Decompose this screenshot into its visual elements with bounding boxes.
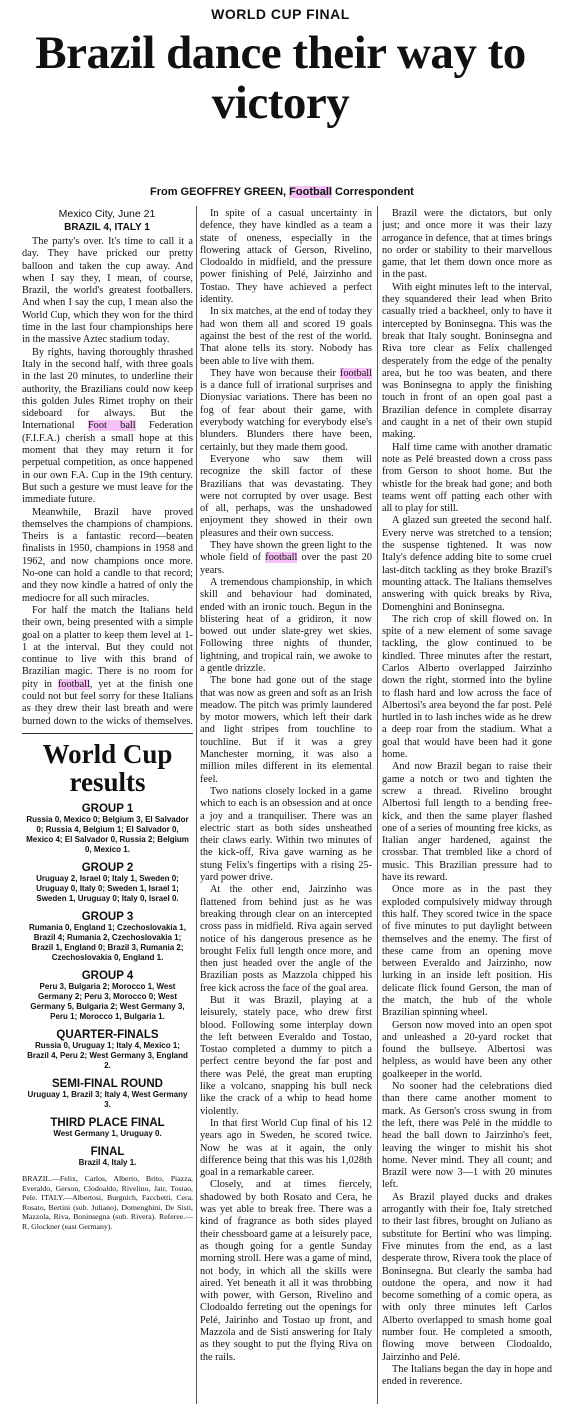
results-title: World Cup results [42, 739, 173, 797]
paragraph-text: over the past 20 years. [200, 552, 372, 576]
results-group-heading: GROUP 1 [81, 803, 134, 815]
paragraph-text: But it was Brazil, playing at a leisurely, stately pace, who drew first blood. Following some interplay down the left between Everaldo and Tostao, Tostao completed a dummy to pitch a perfect centre beyond the far post and there was Pelé, the great man erupting like a volcano, snapping his bull neck like the crack of a whip to head home violently. [200, 995, 372, 1117]
article-paragraph [200, 884, 372, 995]
results-group-scores: Russia 0, Uruguay 1; Italy 4, Mexico 1; Brazil 4, Peru 2; West Germany 3, England 2. [27, 1041, 188, 1070]
results-groups [22, 803, 193, 1168]
article-paragraph [200, 368, 372, 454]
results-group-heading: THIRD PLACE FINAL [50, 1117, 165, 1129]
byline [150, 186, 530, 198]
search-highlight: football [265, 552, 298, 564]
paragraph-text: In that first World Cup final of his 12 years ago in Sweden, he scored twice. Now he was at it again, the only difference being that this was his 1,028th goal in a remarkable career. [200, 1117, 372, 1179]
paragraph-text: Meanwhile, Brazil have proved themselves the champions of champions. Theirs is a fantastic record—beaten finalists in 1950, champions in 1958 and 1962, and now champions once more. No-one can hold a candle to that record; and they now kindle a hatred of only the mediocre for all such miracles. [22, 506, 193, 604]
article-paragraph [22, 605, 193, 728]
byline-role: Correspondent [331, 186, 414, 198]
results-group-heading: FINAL [90, 1146, 125, 1158]
paragraph-text: The bone had gone out of the stage that was now as green and soft as an Irish meadow. The pitch was primly laundered by motor mowers, which left their dark and light stripes from touchline to touchline. But if it was a grey Manchester morning, it was also a million miles different in its elemental feel. [200, 675, 372, 785]
byline-author: From GEOFFREY GREEN, [150, 186, 290, 198]
article-paragraph [200, 995, 372, 1118]
paragraph-text: Everyone who saw them will recognize the skill factor of these Brazilians that was devastating. They were not corrupted by over usage. Best of all, perhaps, was the unshadowed enjoyment they showed in their own pleasures and their own success. [200, 453, 372, 539]
search-highlight: football [339, 367, 372, 379]
article-paragraph [200, 540, 372, 577]
article-paragraph [382, 1364, 552, 1389]
article-paragraph [200, 306, 372, 367]
results-group-scores: Uruguay 1, Brazil 3; Italy 4, West Germany 3. [27, 1090, 188, 1109]
article-paragraph [382, 442, 552, 516]
article-paragraph [200, 454, 372, 540]
results-group-heading: GROUP 4 [81, 970, 134, 982]
results-group-scores: Peru 3, Bulgaria 2; Morocco 1, West Germany 2; Peru 3, Morocco 0; West Germany 5, Bulgaria 2; West Germany 3, Peru 1; Morocco 1, Bulgaria 1. [30, 982, 185, 1021]
paragraph-text: They have shown the green light to the whole field of [200, 540, 372, 564]
results-box [22, 733, 193, 1406]
scoreline: BRAZIL 4, ITALY 1 [64, 222, 150, 233]
article-paragraph [382, 282, 552, 442]
section-kicker: WORLD CUP FINAL [211, 6, 350, 22]
article-column-3 [382, 208, 552, 1403]
results-group-scores: Rumania 0, England 1; Czechoslovakia 1, Brazil 4; Rumania 2, Czechoslovakia 1; Brazil 1, England 0; Brazil 3, Rumania 2; Czechoslovakia 0, England 1. [29, 923, 186, 962]
paragraph-text: For half the match the Italians held their own, being presented with a simple goal on a platter to keep them level at 1-1 at the interval. But they could not continue to live with this brand of Brazilian magic. There is no room for pity in [22, 604, 193, 690]
article-paragraph [22, 507, 193, 605]
results-group-scores: West Germany 1, Uruguay 0. [53, 1129, 162, 1138]
paragraph-text: Two nations closely locked in a game which to each is an obsession and at once a joy and a tranquiliser. There was an electric start as both sides unsheathed their claws early. Within two minutes of the kick-off, Riva gave warning as he stung Felix's fingertips with a rising 25-yard power drive. [200, 785, 372, 884]
paragraph-text: At the other end, Jairzinho was flattened from behind just as he was breaking through clear on an intercepted cross pass in midfield. Riva again served notice of his dangerous presence as he brought Felix full length once more, and then just headed over the angle of the Brazilian posts as Mazzola chipped his free kick across the face of the goal area. [200, 884, 372, 994]
article-paragraph [22, 236, 193, 347]
article-paragraph [382, 1192, 552, 1364]
paragraph-text: They have won because their [210, 367, 340, 379]
results-group-heading: GROUP 3 [81, 911, 134, 923]
article-paragraph [22, 347, 193, 507]
article-paragraph [200, 577, 372, 675]
paragraph-text: Brazil were the dictators, but only just; and once more it was their lazy arrogance in defence, that at times brings no order or stability to their marvellous game, that let them down once more as in the past. [382, 208, 552, 281]
team-lineups: BRAZIL.—Felix, Carlos, Alberto, Brito, Piazza, Everaldo, Gerson, Clodoaldo, Rivelino, Jair, Tostao, Pele. ITALY.—Albertosi, Burgnich, Facchetti, Cera, Rosato, Bertini (sub. Juliano), Domenghini, De Sisti, Mazzola, Riva, Boninsegna (sub. Rivera). Referee.—R. Glockner (east Germany). [22, 1174, 193, 1231]
paragraph-text: Half time came with another dramatic note as Pelé breasted down a cross pass from Gerson to shoot home. But the whistle for the break had gone; and both teams went off patting each other with all to play for still. [382, 441, 552, 515]
search-highlight: football [57, 678, 90, 690]
paragraph-text: is a dance full of irrational surprises and Dionysiac variations. There has been no fog of fear about their game, with everybody watching for everybody else's blunders. Blunders there have been, certainly, but they made them good. [200, 380, 372, 453]
paragraph-text: No sooner had the celebrations died than there came another moment to mark. As Gerson's cross swung in from the left, there was Pelé in the middle to head the ball down to Jairzinho's feet, leaving the winger to mishit his shot home. Never mind. They all count; and Brazil were now 3—1 with 20 minutes left. [382, 1081, 552, 1191]
article-paragraph [382, 884, 552, 1019]
paragraph-text: Gerson now moved into an open spot and unleashed a 20-yard rocket that found the bullseye. Albertosi was helpless, as would have been any other goalkeeper in the world. [382, 1019, 552, 1080]
article-paragraph [200, 786, 372, 884]
article-paragraph [200, 1118, 372, 1179]
paragraph-text: In spite of a casual uncertainty in defence, they have kindled as a team a state of oneness, especially in the flowering attack of Gerson, Rivelino, Clodoaldo in midfield, and the pressure power finishing of Pelé, Jairzinho and Tostao. They have achieved a perfect identity. [200, 208, 372, 306]
article-paragraph [382, 208, 552, 282]
article-paragraph [382, 515, 552, 613]
column-rule [196, 206, 197, 1404]
dateline: Mexico City, June 21 [58, 208, 156, 220]
paragraph-text: Once more as in the past they exploded compulsively midway through this half. They scored twice in the space of five minutes to put daylight between themselves and the enemy. The first of these came from an opening move between Everaldo and Jairzinho, now lurking in an inside left position. His delicate flick found Gerson, the man of the match, the hub of the whole Brazilian spinning wheel. [382, 884, 552, 1019]
paragraph-text: As Brazil played ducks and drakes arrogantly with their foe, Italy stretched to their last fibres, brought on Juliano as substitute for Bertini who was limping. Five minutes from the end, as a last desperate throw, Rivera took the place of Boninsegna. But clearly the samba had outdone the opera, and now it had become something of a comic opera, as with only three minutes left Carlos Alberto overlapped to smash home goal number four. He completed a smooth, flowing move between Clodoaldo, Jairzinho and Pelé. [382, 1191, 552, 1363]
paragraph-text: With eight minutes left to the interval, they squandered their lead when Brito casually tried a backheel, only to have it intercepted by Boninsegna. This was the break that Italy sought. Boninsegna and Riva tore clear as Felix challenged desperately from the edge of the penalty area, but he too was beaten, and there was Boninsegna to apply the finishing touch in front of an open goal past a Brazilian defence in complete disarray and caught in a net of their own stupid making. [382, 281, 552, 441]
paragraph-text: A glazed sun greeted the second half. Every nerve was stretched to a tension; the suspense tightened. It was now Italy's defence adding bite to some cruel last-ditch tackling as they broke Brazil's mounting attack. The Italians themselves answering with quick breaks by Riva, Domenghini and Boninsegna. [382, 515, 552, 613]
paragraph-text: In six matches, at the end of today they had won them all and scored 19 goals against the best of the rest of the world. That alone tells its story. Nobody has been able to live with them. [200, 306, 372, 367]
results-group-scores: Brazil 4, Italy 1. [78, 1158, 137, 1167]
paragraph-text: The rich crop of skill flowed on. In spite of a new element of some savage tackling, the glow continued to be kindled. Three minutes after the restart, Carlos Alberto overlapped Jairzinho down the right, stormed into the byline to flash hard and low across the face of Albertosi's area beyond the far post. Pelé hurtled in to lash inches wide as he drew a deep roar from the stadium. What a goal that would have been had it gone home. [382, 613, 552, 761]
paragraph-text: A tremendous championship, in which skill and behaviour had dominated, ended with an ironic touch. Begun in the blistering heat of a gridiron, it now bowed out under slate-grey wet skies. Following three nights of thunder, lightning, and tropical rain, we awoke to a gentle drizzle. [200, 576, 372, 674]
column-rule [377, 206, 378, 1404]
search-highlight: Football [289, 186, 332, 198]
paragraph-text: By rights, having thoroughly thrashed Italy in the second half, with three goals in the last 20 minutes, to underline their authority, the Brazilians could now keep this golden Jules Rimet trophy on their sideboard for always. But the International [22, 346, 193, 432]
results-group-scores: Uruguay 2, Israel 0; Italy 1, Sweden 0; Uruguay 0, Italy 0; Sweden 1, Israel 1; Sweden 1, Uruguay 0; Italy 0, Israel 0. [36, 874, 179, 903]
article-column-1 [22, 236, 193, 728]
paragraph-text: , yet at the finish one could not but feel sorry for these Italians as they drew their last breath and were burned down to the wicks of themselves. [22, 678, 193, 727]
article-column-2 [200, 208, 372, 1403]
article-paragraph [200, 1179, 372, 1363]
article-paragraph [200, 675, 372, 786]
article-paragraph [382, 614, 552, 762]
paragraph-text: Federation (F.I.F.A.) cherish a small hope at this moment that they may return it for perpetual competition, as once happened in our own F.A. Cup in the 19th century. But such a gesture we must leave for the immediate future. [22, 420, 193, 506]
results-group-scores: Russia 0, Mexico 0; Belgium 3, El Salvador 0; Russia 4, Belgium 1; El Salvador 0, Mexico 4; El Salvador 0, Russia 2; Belgium 0, Mexico 1. [26, 815, 189, 854]
paragraph-text: The Italians began the day in hope and ended in reverence. [382, 1363, 552, 1388]
results-group-heading: QUARTER-FINALS [56, 1029, 159, 1041]
article-paragraph [382, 1081, 552, 1192]
paragraph-text: Closely, and at times fiercely, shadowed by both Rosato and Cera, he was yet able to break free. There was a kind of fragrance as both sides played their chessboard game at a leisurely pace, as though going for a gentle Sunday morning stroll. Here was a game of mind, not body, in which all the skills were aired. Yet beneath it all it was throbbing with power, with Gerson, Rivelino and Clodoaldo ferreting out the openings for Pelé, Jairinho and Tostao up front, and Mazzola and de Sisti answering for Italy as they sought to put the flying Riva on the rails. [200, 1179, 372, 1363]
search-highlight: Foot ball [87, 420, 136, 432]
paragraph-text: The party's over. It's time to call it a day. They have pricked our pretty balloon and taken the cup away. And when I say they, I mean, of course, Brazil, the world's greatest footballers. And when I say the cup, I mean also the World Cup, which they won for the third time in the last four championships here in the massive Aztec stadium today. [22, 236, 193, 346]
results-group-heading: SEMI-FINAL ROUND [52, 1078, 163, 1090]
results-group-heading: GROUP 2 [81, 862, 134, 874]
article-paragraph [382, 761, 552, 884]
article-paragraph [382, 1020, 552, 1081]
paragraph-text: And now Brazil began to raise their game a notch or two and tighten the screw a thread. Rivelino brought Albertosi full length to a bending free-kick, and then the same player flashed one of a series of mounting free kicks, as Italian anger hardened, against the crossbar. That trembled like a chord of music. This Brazilian pressure had to have its reward. [382, 761, 552, 884]
headline: Brazil dance their way to victory [35, 27, 526, 129]
article-paragraph [200, 208, 372, 306]
